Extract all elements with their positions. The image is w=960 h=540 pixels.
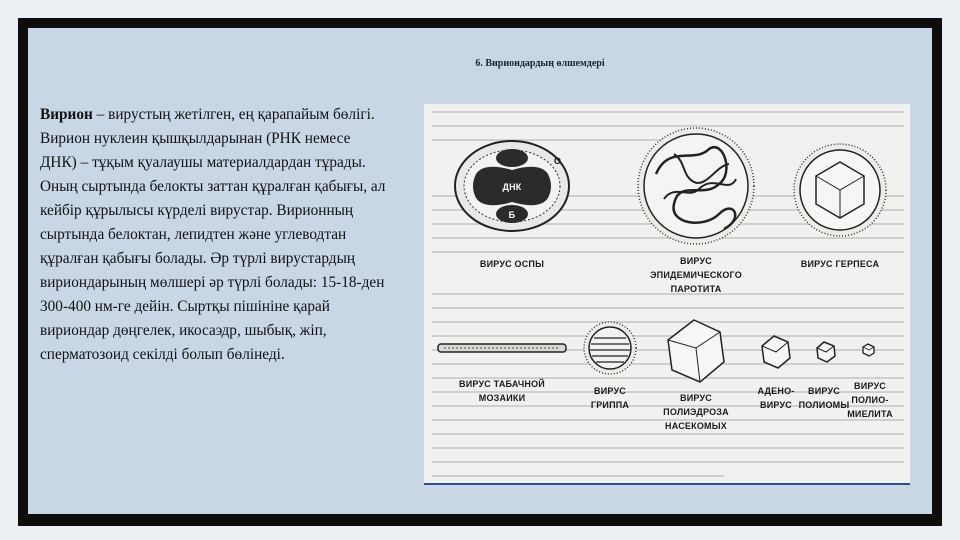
polyhedrosis-virus	[668, 320, 724, 382]
letter-b: Б	[508, 210, 516, 220]
mumps-virus	[638, 128, 754, 244]
label-polyoma-2: ПОЛИОМЫ	[798, 400, 850, 410]
label-smallpox: ВИРУС ОСПЫ	[479, 259, 545, 269]
label-polio-1: ВИРУС	[854, 381, 886, 391]
label-herpes: ВИРУС ГЕРПЕСА	[800, 259, 880, 269]
influenza-virus	[584, 322, 636, 374]
virion-figure	[424, 104, 910, 484]
label-tmv-2: МОЗАИКИ	[478, 393, 526, 403]
label-mumps-1: ВИРУС	[680, 256, 712, 266]
herpes-virus	[794, 144, 886, 236]
label-polio-2: ПОЛИО-	[851, 395, 889, 405]
label-flu-1: ВИРУС	[594, 386, 626, 396]
polio-virus	[863, 344, 874, 356]
label-polyoma-1: ВИРУС	[808, 386, 840, 396]
label-polyhedrosis-1: ВИРУС	[680, 393, 712, 403]
label-mumps-3: ПАРОТИТА	[670, 284, 722, 294]
smallpox-virus	[455, 141, 569, 231]
body-paragraph	[40, 103, 386, 367]
label-adeno-1: АДЕНО-	[757, 386, 795, 396]
paragraph-text: – вирустың жетілген, ең қарапайым бөлігі. Вирион нуклеин қышқылдарынан (РНК немесе ДНК) – тұқым қуалаушы материалдардан тұрады. Оның сыртында белокты заттан құралған қабығы, ал кейбір құрылысы күрделі вирустар. Вирионның сыртында белоктан, лепидтен және углеводтан құралған қабығы болады. Әр түрлі вирустардың вириондарының мөлшері әр түрлі болады: 15-18-ден 300-400 нм-ге дейін. Сыртқы пішініне қарай вириондар дөңгелек, икосаэдр, шыбық, жіп, сперматозоид секілді болып бөлінеді.	[40, 106, 386, 363]
virion-illustration	[424, 104, 910, 484]
slide-title: 6. Вириондардың өлшемдері	[475, 58, 605, 69]
letter-o: О	[554, 156, 562, 166]
figure-underline	[424, 483, 910, 485]
label-polyhedrosis-2: ПОЛИЭДРОЗА	[663, 407, 729, 417]
dna-letters: ДНК	[502, 182, 522, 192]
label-mumps-2: ЭПИДЕМИЧЕСКОГО	[650, 270, 742, 280]
tobacco-mosaic-virus	[438, 344, 566, 352]
label-polyhedrosis-3: НАСЕКОМЫХ	[665, 421, 727, 431]
slide	[28, 28, 932, 514]
label-flu-2: ГРИППА	[590, 400, 630, 410]
label-tmv-1: ВИРУС ТАБАЧНОЙ	[459, 379, 545, 389]
label-adeno-2: ВИРУС	[760, 400, 792, 410]
polyoma-virus	[817, 342, 835, 362]
term-virion: Вирион	[40, 106, 93, 123]
label-polio-3: МИЕЛИТА	[847, 409, 893, 419]
